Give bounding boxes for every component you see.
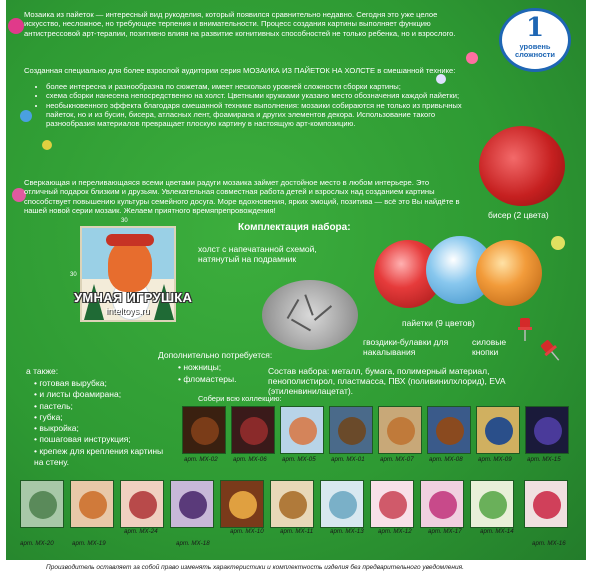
collection-article: арт. МХ-05 — [282, 456, 316, 463]
collection-article: арт. МХ-07 — [380, 456, 414, 463]
push-pins-label: силовые кнопки — [472, 337, 507, 357]
additional-text: фломастеры. — [183, 374, 237, 384]
collection-thumb — [378, 406, 422, 454]
collection-article: арт. МХ-24 — [124, 528, 158, 535]
additional-text: ножницы; — [183, 362, 222, 372]
collection-article: арт. МХ-01 — [331, 456, 365, 463]
features-list — [36, 82, 466, 128]
collection-article: арт. МХ-11 — [280, 528, 314, 535]
orange-sequins-image — [476, 240, 542, 306]
also-text: крепеж для крепления картины на стену. — [34, 445, 164, 468]
collection-article: арт. МХ-14 — [480, 528, 514, 535]
difficulty-badge — [499, 8, 571, 72]
feature-item: • необыкновенного эффекта благодаря смешанной технике выполнения: мозаики собираются не только из привычных пайеток, но и из бусин, бисера, атласных лент, фоамирана и других элементов декора. Использование такого разнообразия материалов превращает плоскую картину в настоящую арт-композицию. — [46, 101, 466, 129]
collection-thumb — [231, 406, 275, 454]
collection-article: арт. МХ-08 — [429, 456, 463, 463]
also-text: готовая вырубка; — [39, 378, 107, 388]
feature-item: • схема сборки нанесена непосредственно на холст. Цветными кружками указано место обозначения каждой пайетки; — [46, 91, 466, 100]
feature-item: • более интересна и разнообразна по сюжетам, имеет несколько уровней сложности сборки картины; — [46, 82, 466, 91]
collection-thumb — [524, 480, 568, 528]
intro-text: Мозаика из пайеток — интересный вид рукоделия, который появился сравнительно недавно. Сегодня это уже целое искусство, несложное, но требующее терпения и внимательности. Процесс создания картины выполняет функцию антистрессовой арт-терапии, позитивно влияя на развитие когнитивных способностей не только ребенка, но и взрослого. — [24, 10, 456, 38]
also-item: • выкройка; — [34, 423, 79, 434]
canvas-dim-width: 30 — [121, 218, 128, 224]
collection-article: арт. МХ-20 — [20, 540, 54, 547]
canvas-label: холст с напечатанной схемой, натянутый на подрамник — [198, 244, 317, 264]
also-text: пастель; — [39, 400, 73, 411]
composition-text: Состав набора: металл, бумага, полимерный материал, пенополистирол, пластмасса, ПВХ (поливинилхлорид), EVA (этиленвинилацетат). — [268, 366, 506, 396]
additional-title: Дополнительно потребуется: — [158, 350, 273, 360]
sequins-label: пайетки (9 цветов) — [402, 318, 475, 328]
collection-article: арт. МХ-16 — [532, 540, 566, 547]
canvas-dim-height: 30 — [70, 272, 77, 278]
collection-thumb — [525, 406, 569, 454]
collection-thumb — [370, 480, 414, 528]
collection-article: арт. МХ-15 — [527, 456, 561, 463]
collection-thumb — [476, 406, 520, 454]
also-text: пошаговая инструкция; — [39, 434, 131, 445]
difficulty-label-2: сложности — [514, 50, 556, 59]
collection-article: арт. МХ-02 — [184, 456, 218, 463]
collection-thumb — [270, 480, 314, 528]
collection-article: арт. МХ-18 — [176, 540, 210, 547]
additional-item: • фломастеры. — [178, 374, 237, 384]
collection-title: Собери всю коллекцию: — [198, 394, 282, 403]
collection-thumb — [70, 480, 114, 528]
watermark-url: inteltoys.ru — [106, 306, 150, 316]
collection-thumb — [320, 480, 364, 528]
also-item: • готовая вырубка; — [34, 378, 107, 388]
difficulty-label-1: уровень — [519, 42, 551, 51]
collection-article: арт. МХ-12 — [378, 528, 412, 535]
pins-image — [262, 280, 358, 350]
collection-article: арт. МХ-13 — [330, 528, 364, 535]
also-text: губка; — [39, 411, 63, 422]
also-list — [34, 378, 174, 468]
watermark-logo: УМНАЯ ИГРУШКА — [74, 290, 193, 305]
kit-title: Комплектация набора: — [238, 222, 351, 233]
pins-label: гвоздики-булавки для накалывания — [363, 337, 449, 357]
gift-description: Сверкающая и переливающаяся всеми цветами радуги мозаика займет достойное место в любом интерьере. Это отличный подарок близким и друзьям. Увлекательная совместная работа детей и взрослых над созданием картины способствует повышению культуры семейного досуга. Море вдохновения, ярких эмоций, позитива — всё это Вы найдёте в нашей новой серии мозаик. Желаем приятного времяпрепровождения! — [24, 178, 460, 215]
also-item: • пастель; — [34, 400, 73, 411]
also-title: а также: — [26, 366, 59, 376]
collection-article: арт. МХ-09 — [478, 456, 512, 463]
hat-shape — [106, 234, 154, 246]
also-item: • пошаговая инструкция; — [34, 434, 131, 445]
collection-thumb — [120, 480, 164, 528]
collection-thumb — [220, 480, 264, 528]
also-item: • крепеж для крепления картины на стену. — [34, 445, 164, 468]
collection-thumb — [420, 480, 464, 528]
also-item: • и листы фоамирана; — [34, 389, 122, 400]
beads-image — [479, 126, 565, 206]
cat-shape — [108, 240, 152, 292]
collection-thumb — [182, 406, 226, 454]
collection-article: арт. МХ-10 — [230, 528, 264, 535]
sparkle-decoration — [42, 140, 52, 150]
also-text: выкройка; — [39, 423, 79, 434]
additional-item: • ножницы; — [178, 362, 222, 372]
beads-label: бисер (2 цвета) — [488, 210, 549, 220]
collection-thumb — [329, 406, 373, 454]
collection-thumb — [280, 406, 324, 454]
collection-thumb — [470, 480, 514, 528]
sparkle-decoration — [8, 18, 24, 34]
footer-disclaimer: Производитель оставляет за собой право изменять характеристики и комплектность изделия без предварительного уведомления. — [46, 564, 464, 571]
collection-thumb — [427, 406, 471, 454]
collection-thumb — [170, 480, 214, 528]
collection-article: арт. МХ-06 — [233, 456, 267, 463]
collection-thumb — [20, 480, 64, 528]
also-item: • губка; — [34, 411, 63, 422]
also-text: и листы фоамирана; — [39, 389, 122, 400]
sparkle-decoration — [20, 110, 32, 122]
sparkle-decoration — [551, 236, 565, 250]
sparkle-decoration — [466, 52, 478, 64]
collection-article: арт. МХ-17 — [428, 528, 462, 535]
footer — [6, 560, 586, 581]
collection-article: арт. МХ-19 — [72, 540, 106, 547]
product-box-back — [6, 0, 586, 581]
difficulty-number: 1 — [525, 13, 545, 43]
series-description: Созданная специально для более взрослой аудитории серия МОЗАИКА ИЗ ПАЙЕТОК НА ХОЛСТЕ в смешанной технике: — [24, 66, 456, 75]
